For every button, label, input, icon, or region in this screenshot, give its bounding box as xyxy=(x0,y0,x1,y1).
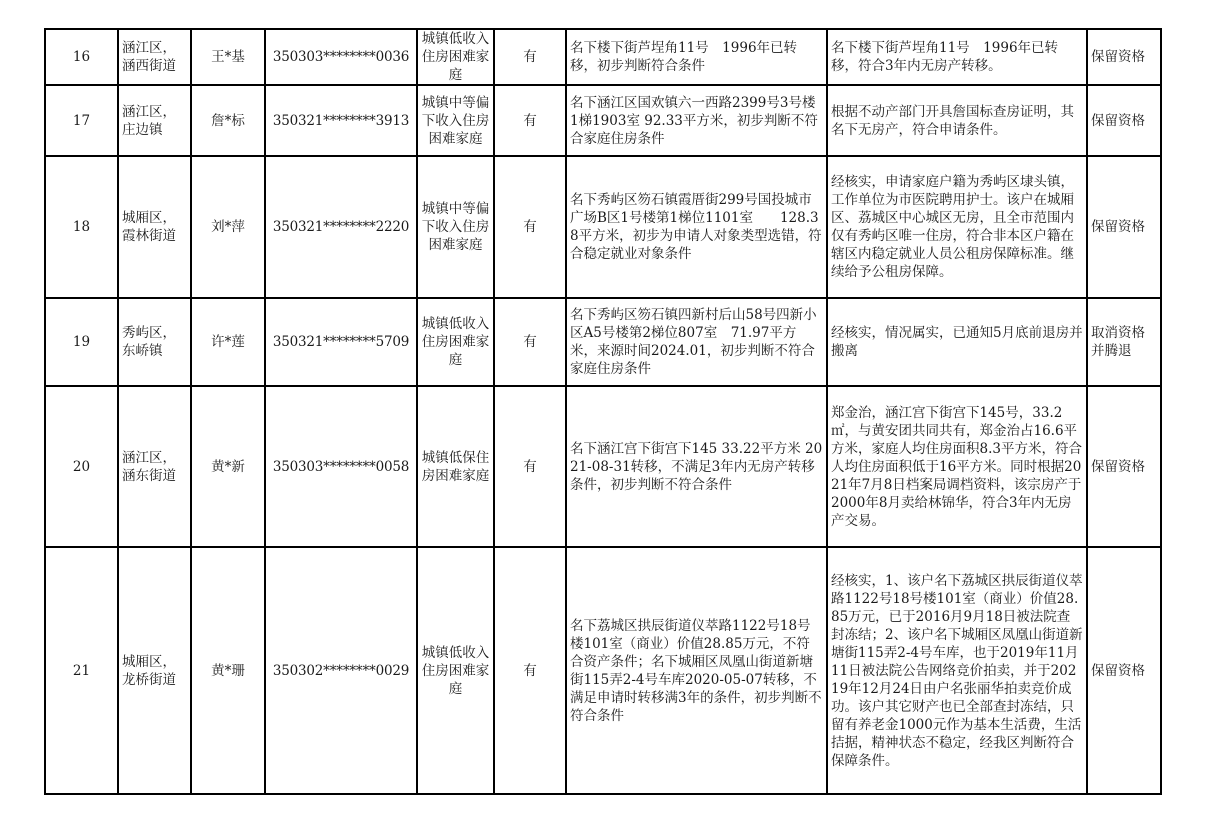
table-row xyxy=(45,547,1161,794)
household-type: 城镇低收入住房困难家庭 xyxy=(417,298,494,386)
table-row xyxy=(45,29,1161,85)
has-property: 有 xyxy=(494,547,566,794)
household-type: 城镇中等偏下收入住房困难家庭 xyxy=(417,85,494,156)
disposition: 保留资格 xyxy=(1087,156,1161,298)
district-cell: 城厢区，霞林街道 xyxy=(118,156,191,298)
verification-result: 根据不动产部门开具詹国标查房证明，其名下无房产，符合申请条件。 xyxy=(827,85,1087,156)
household-type: 城镇中等偏下收入住房困难家庭 xyxy=(417,156,494,298)
household-type: 城镇低保住房困难家庭 xyxy=(417,386,494,547)
initial-check: 名下秀屿区笏石镇四新村后山58号四新小区A5号楼第2梯位807室 71.97平方米，来源时间2024.01，初步判断不符合家庭住房条件 xyxy=(566,298,827,386)
table-row xyxy=(45,298,1161,386)
initial-check: 名下秀屿区笏石镇霞厝街299号国投城市广场B区1号楼第1梯位1101室 128.38平方米，初步为申请人对象类型选错，符合稳定就业对象条件 xyxy=(566,156,827,298)
applicant-name: 詹*标 xyxy=(191,85,265,156)
initial-check: 名下涵江宫下街宫下145 33.22平方米 2021-08-31转移，不满足3年内无房产转移条件，初步判断不符合条件 xyxy=(566,386,827,547)
verification-result: 经核实，1、该户名下荔城区拱辰街道仪萃路1122号18号楼101室（商业）价值28.85万元，已于2016月9月18日被法院查封冻结；2、该户名下城厢区凤凰山街道新塘街115弄2-4号车库，也于2019年11月11日被法院公告网络竞价拍卖，并于20219年12月24日由户名张丽华拍卖竞价成功。该户其它财产也已全部查封冻结，只留有养老金1000元作为基本生活费，生活拮据，精神状态不稳定，经我区判断符合保障条件。 xyxy=(827,547,1087,794)
disposition: 保留资格 xyxy=(1087,29,1161,85)
has-property: 有 xyxy=(494,85,566,156)
has-property: 有 xyxy=(494,156,566,298)
district-cell: 涵江区，庄边镇 xyxy=(118,85,191,156)
applicant-name: 王*基 xyxy=(191,29,265,85)
row-number: 17 xyxy=(45,85,118,156)
id-number: 350321********3913 xyxy=(265,85,417,156)
applicant-name: 黄*新 xyxy=(191,386,265,547)
id-number: 350321********5709 xyxy=(265,298,417,386)
row-number: 21 xyxy=(45,547,118,794)
row-number: 16 xyxy=(45,29,118,85)
applicant-name: 刘*萍 xyxy=(191,156,265,298)
disposition: 保留资格 xyxy=(1087,386,1161,547)
id-number: 350303********0058 xyxy=(265,386,417,547)
initial-check: 名下涵江区国欢镇六一西路2399号3号楼1梯1903室 92.33平方米，初步判断不符合家庭住房条件 xyxy=(566,85,827,156)
district-cell: 秀屿区，东峤镇 xyxy=(118,298,191,386)
verification-result: 经核实，申请家庭户籍为秀屿区埭头镇，工作单位为市医院聘用护士。该户在城厢区、荔城区中心城区无房，且全市范围内仅有秀屿区唯一住房，符合非本区户籍在辖区内稳定就业人员公租房保障标准。继续给予公租房保障。 xyxy=(827,156,1087,298)
household-type: 城镇低收入住房困难家庭 xyxy=(417,29,494,85)
district-cell: 涵江区，涵西街道 xyxy=(118,29,191,85)
initial-check: 名下楼下街芦埕角11号 1996年已转移，初步判断符合条件 xyxy=(566,29,827,85)
row-number: 18 xyxy=(45,156,118,298)
has-property: 有 xyxy=(494,386,566,547)
disposition: 保留资格 xyxy=(1087,547,1161,794)
id-number: 350302********0029 xyxy=(265,547,417,794)
verification-result: 名下楼下街芦埕角11号 1996年已转移，符合3年内无房产转移。 xyxy=(827,29,1087,85)
row-number: 20 xyxy=(45,386,118,547)
applicant-name: 许*莲 xyxy=(191,298,265,386)
housing-review-table xyxy=(44,28,1162,795)
initial-check: 名下荔城区拱辰街道仪萃路1122号18号楼101室（商业）价值28.85万元，不符合资产条件；名下城厢区凤凰山街道新塘街115弄2-4号车库2020-05-07转移，不满足申请时转移满3年的条件，初步判断不符合条件 xyxy=(566,547,827,794)
district-cell: 城厢区，龙桥街道 xyxy=(118,547,191,794)
row-number: 19 xyxy=(45,298,118,386)
applicant-name: 黄*珊 xyxy=(191,547,265,794)
table-row xyxy=(45,386,1161,547)
has-property: 有 xyxy=(494,298,566,386)
verification-result: 郑金治，涵江宫下街宫下145号，33.2㎡，与黄安团共同共有，郑金治占16.6平方米，家庭人均住房面积8.3平方米，符合人均住房面积低于16平方米。同时根据2021年7月8日档案局调档资料，该宗房产于2000年8月卖给林锦华，符合3年内无房产交易。 xyxy=(827,386,1087,547)
district-cell: 涵江区，涵东街道 xyxy=(118,386,191,547)
table-row xyxy=(45,85,1161,156)
household-type: 城镇低收入住房困难家庭 xyxy=(417,547,494,794)
disposition: 保留资格 xyxy=(1087,85,1161,156)
verification-result: 经核实，情况属实，已通知5月底前退房并搬离 xyxy=(827,298,1087,386)
id-number: 350321********2220 xyxy=(265,156,417,298)
disposition: 取消资格并腾退 xyxy=(1087,298,1161,386)
id-number: 350303********0036 xyxy=(265,29,417,85)
has-property: 有 xyxy=(494,29,566,85)
table-row xyxy=(45,156,1161,298)
